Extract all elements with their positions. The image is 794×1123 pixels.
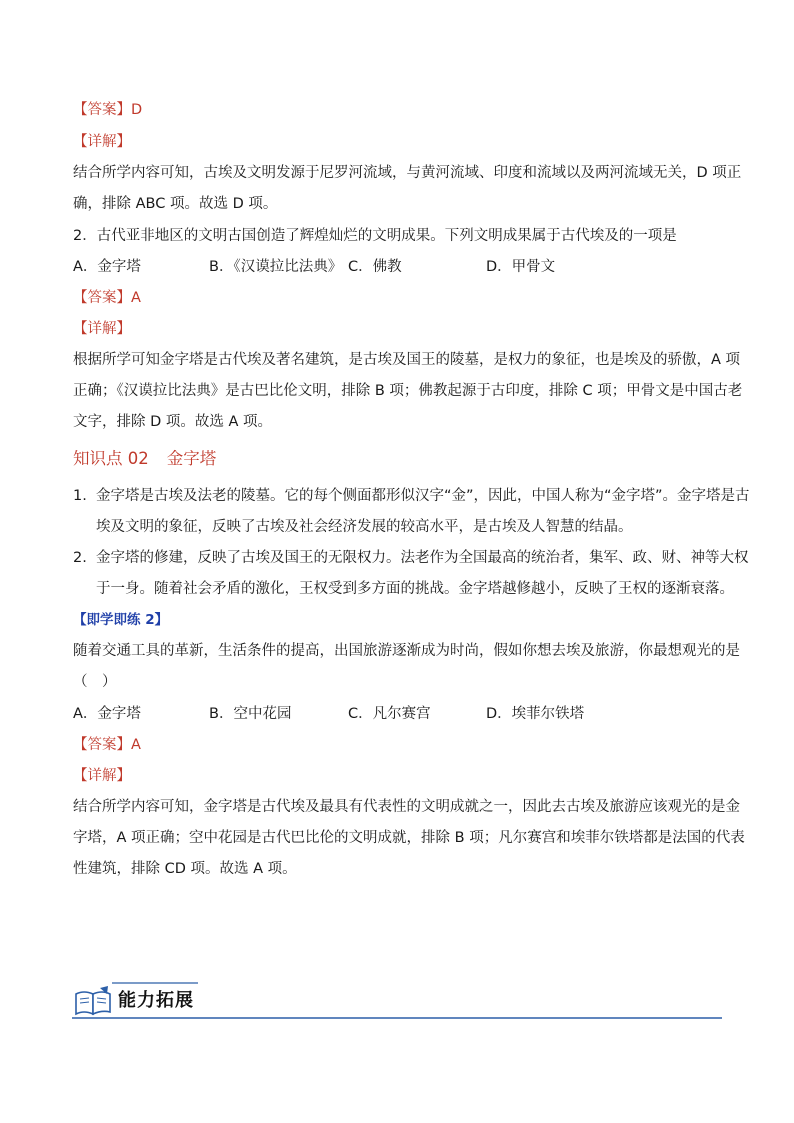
answer-tag: 【答案】 — [73, 102, 131, 118]
practice-stem-blank: （ ） — [73, 674, 117, 690]
list-item-text: 金字塔是古埃及法老的陵墓。它的每个侧面都形似汉字“金”，因此，中国人称为“金字塔”。金字塔是古 — [96, 488, 750, 504]
book-icon — [76, 986, 110, 1014]
option-b: B．空中花园 — [209, 706, 292, 722]
detail-line: 结合所学内容可知，古埃及文明发源于尼罗河流域，与黄河流域、印度和流域以及两河流域无关，D 项正 — [73, 165, 742, 181]
option-d: D．甲骨文 — [486, 259, 556, 275]
knowledge-point-label: 知识点 02 — [73, 449, 149, 468]
option-a: A．金字塔 — [73, 706, 141, 722]
answer-line-q2 — [73, 288, 724, 308]
question-stem-q2: 2．古代亚非地区的文明古国创造了辉煌灿烂的文明成果。下列文明成果属于古代埃及的一项是 — [73, 228, 677, 244]
knowledge-point-heading — [73, 449, 724, 469]
answer-tag: 【答案】 — [73, 290, 131, 306]
option-c: C．凡尔赛宫 — [348, 706, 431, 722]
list-number: 1. — [73, 488, 87, 504]
list-item-text: 金字塔的修建，反映了古埃及国王的无限权力。法老作为全国最高的统治者，集军、政、财、神等大权 — [96, 550, 749, 566]
detail-line: 字塔，A 项正确；空中花园是古代巴比伦的文明成就，排除 B 项；凡尔赛宫和埃菲尔铁塔都是法国的代表 — [73, 830, 745, 846]
detail-line: 正确；《汉谟拉比法典》是古巴比伦文明，排除 B 项；佛教起源于古印度，排除 C 项；甲骨文是中国古老 — [73, 383, 743, 399]
answer-line-q1 — [73, 100, 724, 120]
detail-line: 文字，排除 D 项。故选 A 项。 — [73, 414, 273, 430]
detail-tag-practice2: 【详解】 — [73, 768, 131, 784]
section-title: 能力拓展 — [118, 990, 194, 1011]
option-b: B．《汉谟拉比法典》 — [209, 259, 343, 275]
answer-value: D — [131, 102, 143, 118]
detail-line: 根据所学可知金字塔是古代埃及著名建筑，是古埃及国王的陵墓，是权力的象征，也是埃及的骄傲，A 项 — [73, 352, 741, 368]
detail-line: 结合所学内容可知，金字塔是古代埃及最具有代表性的文明成就之一，因此去古埃及旅游应该观光的是金 — [73, 799, 740, 815]
practice-stem: 随着交通工具的革新，生活条件的提高，出国旅游逐渐成为时尚，假如你想去埃及旅游，你最想观光的是 — [73, 643, 740, 659]
answer-value: A — [131, 290, 141, 306]
detail-tag-q2: 【详解】 — [73, 321, 131, 337]
option-a: A．金字塔 — [73, 259, 141, 275]
answer-line-practice2 — [73, 735, 724, 755]
detail-line: 性建筑，排除 CD 项。故选 A 项。 — [73, 861, 297, 877]
list-item-text: 于一身。随着社会矛盾的激化，王权受到多方面的挑战。金字塔越修越小，反映了王权的逐渐衰落。 — [96, 581, 734, 597]
option-c: C．佛教 — [348, 259, 402, 275]
detail-line: 确，排除 ABC 项。故选 D 项。 — [73, 196, 278, 212]
practice-label: 【即学即练 2】 — [73, 612, 169, 628]
answer-value: A — [131, 737, 141, 753]
detail-tag-q1: 【详解】 — [73, 134, 131, 150]
list-number: 2. — [73, 550, 87, 566]
answer-tag: 【答案】 — [73, 737, 131, 753]
knowledge-point-title: 金字塔 — [166, 449, 217, 468]
option-d: D．埃菲尔铁塔 — [486, 706, 585, 722]
list-item-text: 埃及文明的象征，反映了古埃及社会经济发展的较高水平，是古埃及人智慧的结晶。 — [96, 519, 633, 535]
